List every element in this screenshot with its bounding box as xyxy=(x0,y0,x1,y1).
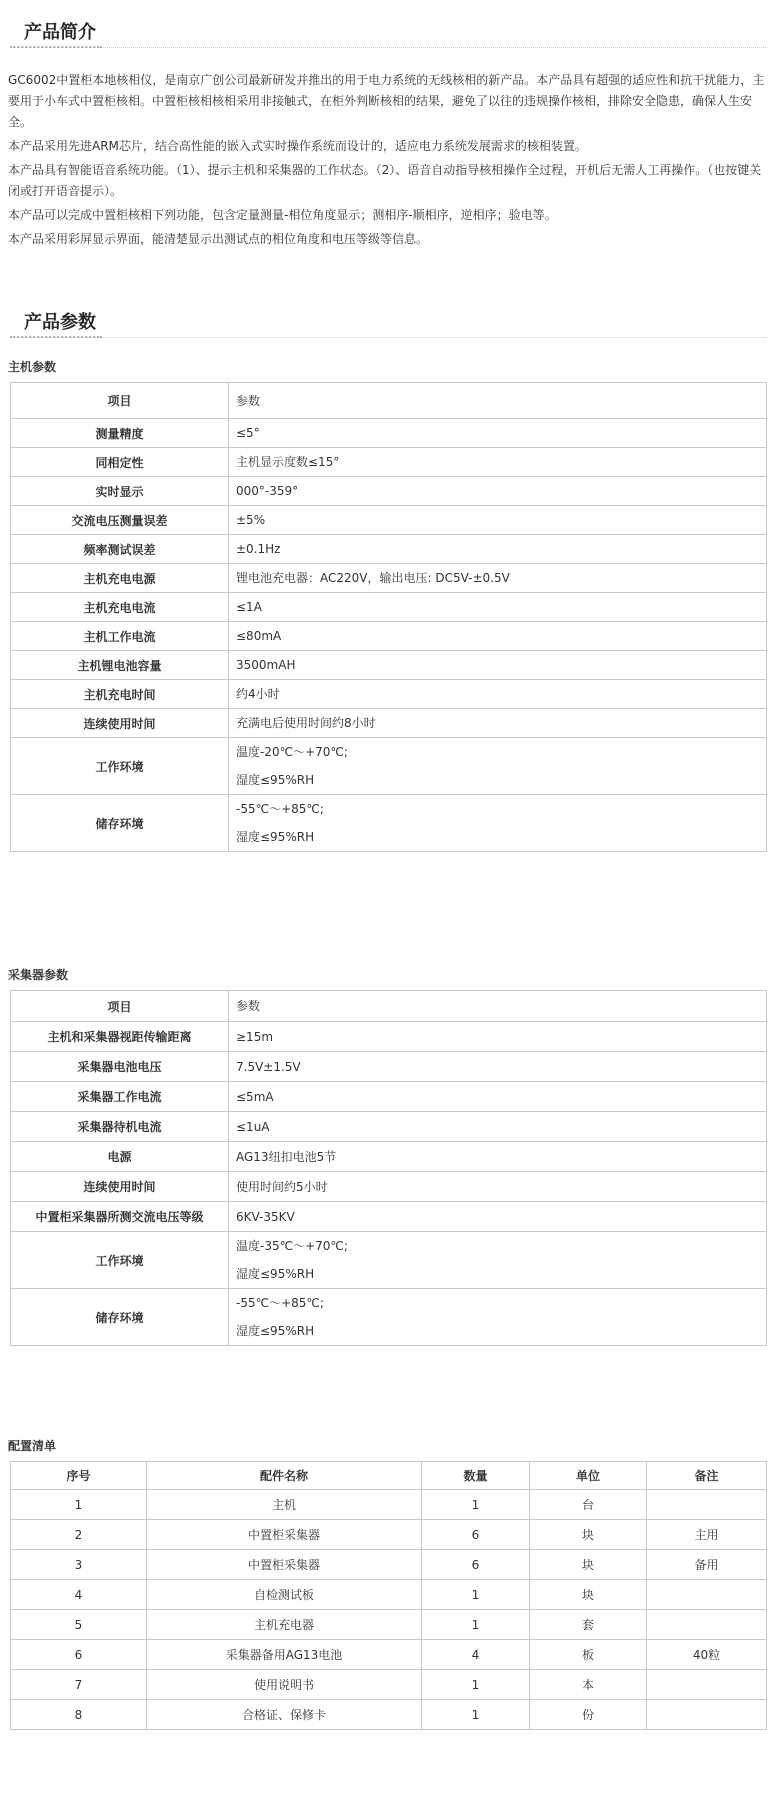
host-param-value-line: 湿度≤95%RH xyxy=(236,830,315,844)
config-cell: 4 xyxy=(11,1580,147,1610)
config-row xyxy=(11,1580,767,1610)
config-cell: 备用 xyxy=(647,1550,767,1580)
collector-param-value-line: ≥15m xyxy=(236,1029,274,1044)
config-cell: 40粒 xyxy=(647,1640,767,1670)
config-cell: 6 xyxy=(422,1520,530,1550)
config-cell: 自检测试板 xyxy=(147,1580,422,1610)
config-column-header: 配件名称 xyxy=(147,1462,422,1490)
config-cell: 7 xyxy=(11,1670,147,1700)
host-params-table xyxy=(10,382,767,852)
config-list-subtitle: 配置清单 xyxy=(8,1439,57,1453)
config-cell: 2 xyxy=(11,1520,147,1550)
host-header-row xyxy=(11,383,767,419)
collector-param-value-line: ≤5mA xyxy=(236,1089,274,1104)
config-row xyxy=(11,1520,767,1550)
collector-header-value: 参数 xyxy=(229,991,767,1022)
host-param-row xyxy=(11,795,767,852)
config-cell: 1 xyxy=(422,1490,530,1520)
host-param-key: 同相定性 xyxy=(11,448,229,477)
collector-param-value-line: 6KV-35KV xyxy=(236,1209,295,1224)
config-cell: 5 xyxy=(11,1610,147,1640)
host-param-key: 测量精度 xyxy=(11,419,229,448)
collector-param-value xyxy=(229,1022,767,1052)
host-header-value: 参数 xyxy=(229,383,767,419)
config-cell: 1 xyxy=(11,1490,147,1520)
host-param-key: 主机充电电流 xyxy=(11,593,229,622)
config-cell xyxy=(647,1490,767,1520)
collector-param-row xyxy=(11,1172,767,1202)
collector-param-row xyxy=(11,1202,767,1232)
intro-paragraph: 本产品具有智能语音系统功能。（1）、提示主机和采集器的工作状态。（2）、语音自动指导核相操作全过程，开机后无需人工再操作。（也按键关闭或打开语音提示）。 xyxy=(8,163,762,198)
config-cell: 主机 xyxy=(147,1490,422,1520)
host-param-value xyxy=(229,448,767,477)
host-param-row xyxy=(11,564,767,593)
collector-param-value-line: -55℃～+85℃; xyxy=(236,1296,324,1310)
intro-paragraph: 本产品采用彩屏显示界面，能清楚显示出测试点的相位角度和电压等级等信息。 xyxy=(8,232,429,246)
config-cell: 1 xyxy=(422,1670,530,1700)
config-row xyxy=(11,1670,767,1700)
host-param-value xyxy=(229,738,767,795)
host-param-value-line: 锂电池充电器：AC220V，输出电压: DC5V-±0.5V xyxy=(236,571,510,585)
config-cell: 套 xyxy=(530,1610,647,1640)
host-param-value xyxy=(229,651,767,680)
host-param-value-line: 约4小时 xyxy=(236,687,280,701)
config-cell: 采集器备用AG13电池 xyxy=(147,1640,422,1670)
config-cell: 6 xyxy=(11,1640,147,1670)
config-row xyxy=(11,1700,767,1730)
host-param-key: 主机锂电池容量 xyxy=(11,651,229,680)
collector-param-row xyxy=(11,1142,767,1172)
config-cell: 主机充电器 xyxy=(147,1610,422,1640)
host-param-value-line: ≤5° xyxy=(236,426,260,440)
collector-param-row xyxy=(11,1232,767,1289)
host-param-value-line: 000°-359° xyxy=(236,484,299,498)
collector-param-key: 采集器工作电流 xyxy=(11,1082,229,1112)
collector-param-row xyxy=(11,1112,767,1142)
config-cell: 4 xyxy=(422,1640,530,1670)
config-column-header: 数量 xyxy=(422,1462,530,1490)
collector-param-value-line: ≤1uA xyxy=(236,1119,270,1134)
host-param-key: 主机工作电流 xyxy=(11,622,229,651)
config-cell: 合格证、保修卡 xyxy=(147,1700,422,1730)
config-cell xyxy=(647,1700,767,1730)
config-cell: 使用说明书 xyxy=(147,1670,422,1700)
host-param-row xyxy=(11,651,767,680)
collector-param-value-line: 使用时间约5小时 xyxy=(236,1179,328,1194)
host-params-subtitle: 主机参数 xyxy=(8,360,57,374)
host-param-value-line: ±0.1Hz xyxy=(236,542,281,556)
config-cell xyxy=(647,1580,767,1610)
config-cell: 1 xyxy=(422,1580,530,1610)
config-cell: 1 xyxy=(422,1700,530,1730)
collector-param-key: 电源 xyxy=(11,1142,229,1172)
collector-param-value-line: AG13纽扣电池5节 xyxy=(236,1149,337,1164)
config-cell: 8 xyxy=(11,1700,147,1730)
config-cell xyxy=(647,1670,767,1700)
host-param-row xyxy=(11,535,767,564)
host-param-key: 交流电压测量误差 xyxy=(11,506,229,535)
host-param-row xyxy=(11,622,767,651)
config-cell: 6 xyxy=(422,1550,530,1580)
host-param-value xyxy=(229,419,767,448)
collector-param-key: 工作环境 xyxy=(11,1232,229,1289)
config-row xyxy=(11,1610,767,1640)
host-param-key: 储存环境 xyxy=(11,795,229,852)
config-cell: 块 xyxy=(530,1580,647,1610)
collector-params-subtitle: 采集器参数 xyxy=(8,968,69,982)
intro-text xyxy=(8,70,768,253)
collector-param-key: 储存环境 xyxy=(11,1289,229,1346)
collector-param-value xyxy=(229,1289,767,1346)
config-row xyxy=(11,1490,767,1520)
host-param-key: 连续使用时间 xyxy=(11,709,229,738)
host-param-key: 实时显示 xyxy=(11,477,229,506)
host-param-value xyxy=(229,795,767,852)
config-column-header: 单位 xyxy=(530,1462,647,1490)
collector-param-value-line: 温度-35℃～+70℃; xyxy=(236,1239,348,1253)
config-column-header: 备注 xyxy=(647,1462,767,1490)
host-param-value-line: ≤80mA xyxy=(236,629,282,643)
host-param-row xyxy=(11,680,767,709)
config-cell: 块 xyxy=(530,1520,647,1550)
intro-section-header xyxy=(10,12,766,48)
host-header-key: 项目 xyxy=(11,383,229,419)
collector-param-value xyxy=(229,1142,767,1172)
intro-paragraph: 本产品可以完成中置柜核相下列功能，包含定量测量-相位角度显示；测相序-顺相序，逆相序；验电等。 xyxy=(8,208,557,222)
intro-paragraph: GC6002中置柜本地核相仪，是南京广创公司最新研发并推出的用于电力系统的无线核相的新产品。本产品具有超强的适应性和抗干扰能力，主要用于小车式中置柜核相。中置柜核相核相采用非接触式，在柜外判断核相的结果，避免了以往的违规操作核相，排除安全隐患，确保人生安全。 xyxy=(8,73,765,129)
config-cell: 1 xyxy=(422,1610,530,1640)
host-param-row xyxy=(11,419,767,448)
config-cell: 中置柜采集器 xyxy=(147,1520,422,1550)
host-param-value-line: 充满电后使用时间约8小时 xyxy=(236,716,376,730)
collector-param-row xyxy=(11,1082,767,1112)
host-param-key: 主机充电时间 xyxy=(11,680,229,709)
host-param-value xyxy=(229,477,767,506)
host-param-value-line: 温度-20℃～+70℃; xyxy=(236,745,348,759)
config-cell: 块 xyxy=(530,1550,647,1580)
config-cell xyxy=(647,1610,767,1640)
collector-params-table xyxy=(10,990,767,1346)
collector-param-row xyxy=(11,1289,767,1346)
collector-param-row xyxy=(11,1022,767,1052)
host-param-value xyxy=(229,564,767,593)
intro-paragraph: 本产品采用先进ARM芯片，结合高性能的嵌入式实时操作系统而设计的，适应电力系统发展需求的核相装置。 xyxy=(8,139,587,153)
collector-param-key: 中置柜采集器所测交流电压等级 xyxy=(11,1202,229,1232)
host-param-row xyxy=(11,593,767,622)
collector-param-row xyxy=(11,1052,767,1082)
collector-param-value-line: 湿度≤95%RH xyxy=(236,1267,315,1281)
host-param-key: 主机充电电源 xyxy=(11,564,229,593)
host-param-value-line: 3500mAH xyxy=(236,658,296,672)
host-param-row xyxy=(11,448,767,477)
collector-param-value xyxy=(229,1172,767,1202)
config-row xyxy=(11,1550,767,1580)
host-param-value xyxy=(229,622,767,651)
host-param-row xyxy=(11,709,767,738)
collector-param-value xyxy=(229,1232,767,1289)
collector-header-row xyxy=(11,991,767,1022)
config-list-table xyxy=(10,1461,767,1730)
collector-param-key: 采集器电池电压 xyxy=(11,1052,229,1082)
config-header-row xyxy=(11,1462,767,1490)
host-param-row xyxy=(11,506,767,535)
host-param-value-line: ≤1A xyxy=(236,600,262,614)
host-param-key: 工作环境 xyxy=(11,738,229,795)
host-param-value xyxy=(229,593,767,622)
host-param-value xyxy=(229,535,767,564)
host-param-row xyxy=(11,738,767,795)
host-param-value xyxy=(229,506,767,535)
host-param-row xyxy=(11,477,767,506)
config-cell: 份 xyxy=(530,1700,647,1730)
collector-param-key: 主机和采集器视距传输距离 xyxy=(11,1022,229,1052)
host-param-value xyxy=(229,680,767,709)
config-row xyxy=(11,1640,767,1670)
collector-param-value xyxy=(229,1052,767,1082)
config-cell: 中置柜采集器 xyxy=(147,1550,422,1580)
host-param-value-line: 主机显示度数≤15° xyxy=(236,455,340,469)
host-param-value-line: ±5% xyxy=(236,513,266,527)
collector-param-key: 连续使用时间 xyxy=(11,1172,229,1202)
config-cell: 台 xyxy=(530,1490,647,1520)
host-param-value-line: 湿度≤95%RH xyxy=(236,773,315,787)
collector-param-value xyxy=(229,1082,767,1112)
collector-param-value xyxy=(229,1112,767,1142)
collector-param-value-line: 7.5V±1.5V xyxy=(236,1059,301,1074)
config-cell: 主用 xyxy=(647,1520,767,1550)
params-section-title: 产品参数 xyxy=(24,312,96,333)
config-cell: 板 xyxy=(530,1640,647,1670)
config-cell: 3 xyxy=(11,1550,147,1580)
host-param-value xyxy=(229,709,767,738)
collector-param-value xyxy=(229,1202,767,1232)
config-cell: 本 xyxy=(530,1670,647,1700)
host-param-key: 频率测试误差 xyxy=(11,535,229,564)
collector-param-value-line: 湿度≤95%RH xyxy=(236,1324,315,1338)
collector-header-key: 项目 xyxy=(11,991,229,1022)
config-column-header: 序号 xyxy=(11,1462,147,1490)
collector-param-key: 采集器待机电流 xyxy=(11,1112,229,1142)
intro-section-title: 产品简介 xyxy=(24,22,96,43)
host-param-value-line: -55℃～+85℃; xyxy=(236,802,324,816)
params-section-header xyxy=(10,302,766,338)
